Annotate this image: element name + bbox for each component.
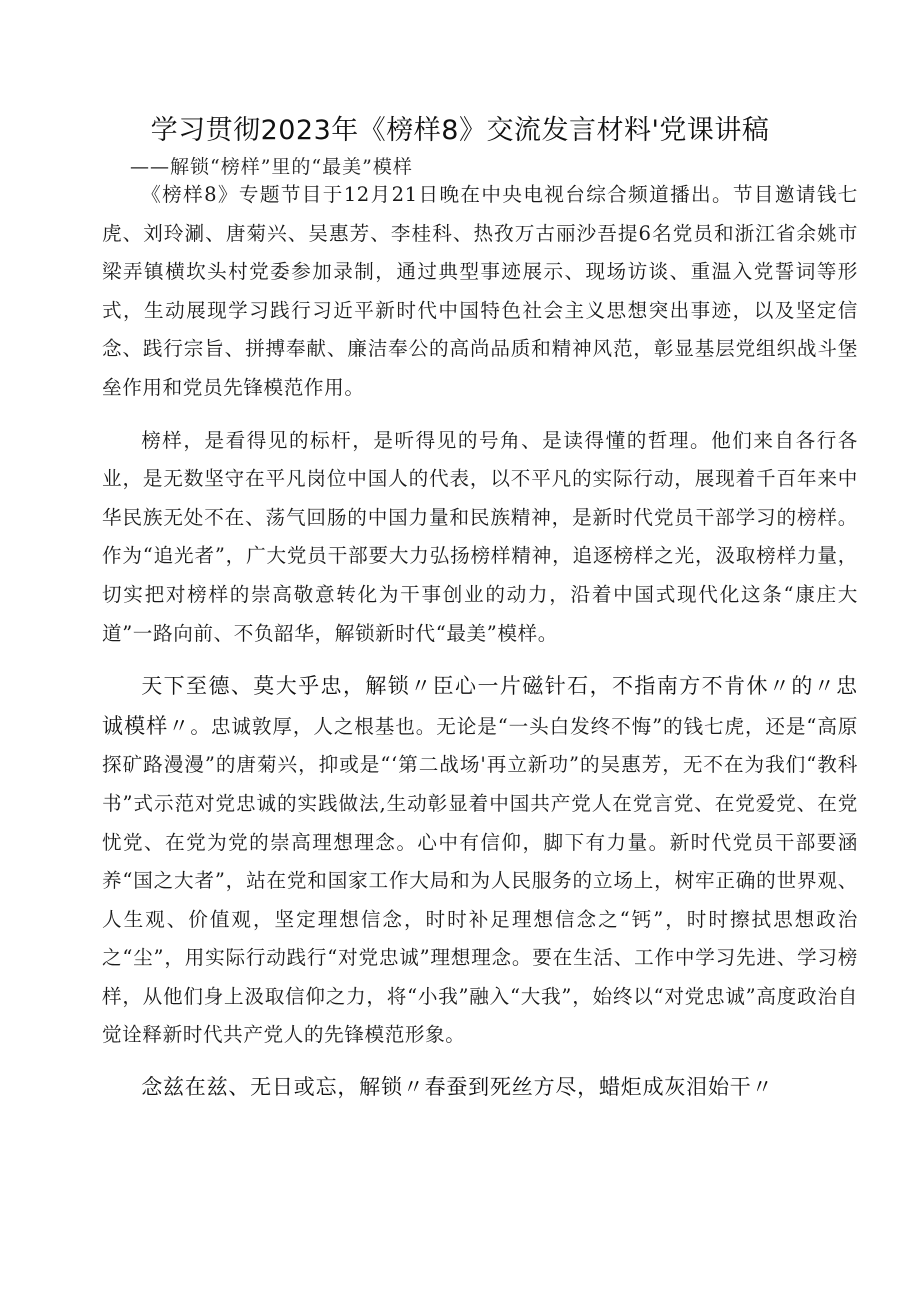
paragraph-text: 。忠诚敦厚，人之根基也。无论是“一头白发终不悔”的钱七虎，还是“高原探矿路漫漫”的唐菊兴，抑或是“‘第二战场'再立新功”的吴惠芳，无不在为我们“教科书”式示范对党忠诚的实践做法,生动彰显着中国共产党人在党言党、在党爱党、在党忧党、在党为党的崇高理想理念。心中有信仰，脚下有力量。新时代党员干部要涵养“国之大者”，站在党和国家工作大局和为人民服务的立场上，树牢正确的世界观、人生观、价值观，坚定理想信念，时时补足理想信念之“钙”，时时擦拭思想政治之“尘”，用实际行动践行“对党忠诚”理想理念。要在生活、工作中学习先进、学习榜样，从他们身上汲取信仰之力，将“小我”融入“大我”，始终以“对党忠诚”高度政治自觉诠释新时代共产党人的先锋模范形象。	[102, 714, 859, 1047]
paragraph-dedication	[102, 1068, 858, 1108]
document-body	[102, 176, 858, 1121]
paragraph-text: 榜样，是看得见的标杆，是听得见的号角、是读得懂的哲理。他们来自各行各业，是无数坚守在平凡岗位中国人的代表，以不平凡的实际行动，展现着千百年来中华民族无处不在、荡气回肠的中国力量和民族精神，是新时代党员干部学习的榜样。作为“追光者”，广大党员干部要大力弘扬榜样精神，追逐榜样之光，汲取榜样力量，切实把对榜样的崇高敬意转化为干事创业的动力，沿着中国式现代化这条“康庄大道”一路向前、不负韶华，解锁新时代“最美”模样。	[102, 428, 858, 645]
document-subtitle: ——解锁“榜样”里的“最美”模样	[130, 156, 413, 178]
paragraph-loyalty	[102, 667, 858, 1055]
paragraph-lead: 念兹在兹、无日或忘，解锁〃春蚕到死丝方尽，蜡炬成灰泪始干〃	[141, 1075, 774, 1100]
document-title: 学习贯彻2023年《榜样8》交流发言材料'党课讲稿	[150, 115, 770, 146]
paragraph-intro	[102, 176, 858, 408]
paragraph-role-models	[102, 422, 858, 654]
paragraph-text: 《榜样8》专题节目于12月21日晚在中央电视台综合频道播出。节目邀请钱七虎、刘玲涮、唐菊兴、吴惠芳、李桂科、热孜万古丽沙吾提6名党员和浙江省余姚市梁弄镇横坎头村党委参加录制，通过典型事迹展示、现场访谈、重温入党誓词等形式，生动展现学习践行习近平新时代中国特色社会主义思想突出事迹，以及坚定信念、践行宗旨、拼搏奉献、廉洁奉公的高尚品质和精神风范，彰显基层党组织战斗堡垒作用和党员先锋模范作用。	[102, 183, 858, 399]
paragraph-lead: 天下至德、莫大乎忠，解锁〃臣心一片磁针石，不指南方不肯休〃的〃忠诚模样〃	[102, 674, 858, 738]
